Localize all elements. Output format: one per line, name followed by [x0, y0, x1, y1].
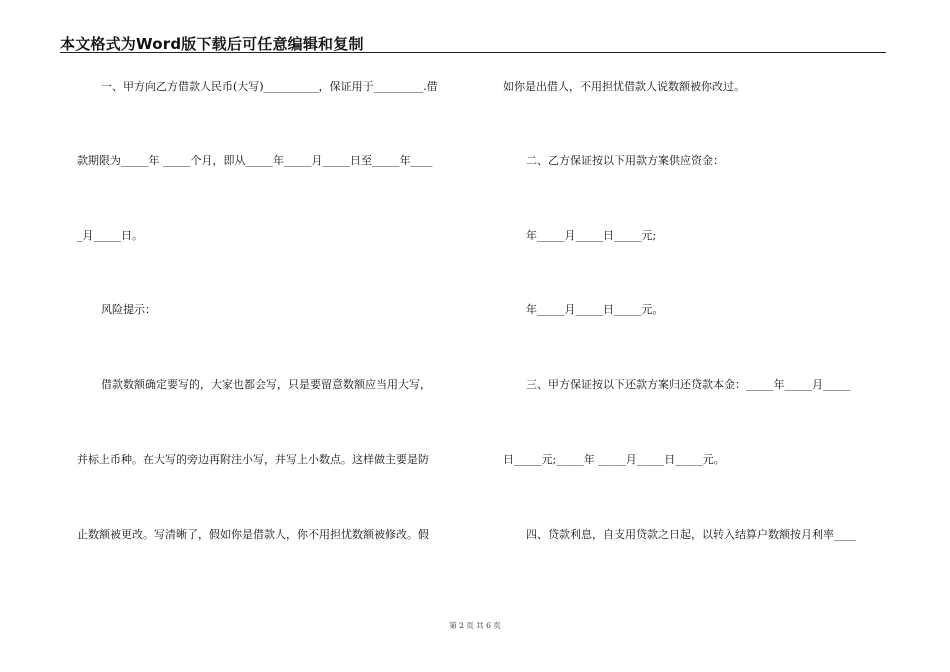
right-line-3: 年_____月_____日_____元; [526, 229, 657, 242]
page-footer: 第 2 页 共 6 页 [449, 621, 501, 630]
left-line-7: 止数额被更改。写清晰了，假如你是借款人，你不用担忧数额被修改。假 [77, 528, 429, 541]
header-rule [60, 52, 886, 53]
right-line-2: 二、乙方保证按以下用款方案供应资金： [526, 154, 724, 167]
right-line-1: 如你是出借人，不用担忧借款人说数额被你改过。 [503, 80, 745, 93]
left-line-2: 款期限为_____年 _____个月，即从_____年_____月_____日至_____年____ [77, 154, 433, 167]
left-line-3: _月_____日。 [77, 229, 143, 242]
page-header: 本文格式为Word版下载后可任意编辑和复制 [60, 35, 364, 53]
right-line-7: 四、贷款利息，自支用贷款之日起，以转入结算户数额按月利率____ [526, 528, 856, 541]
right-line-6: 日_____元;_____年 _____月_____日_____元。 [503, 453, 725, 466]
right-line-5: 三、甲方保证按以下还款方案归还贷款本金：_____年_____月_____ [526, 378, 851, 391]
right-line-4: 年_____月_____日_____元。 [526, 303, 664, 316]
left-line-5: 借款数额确定要写的，大家也都会写，只是要留意数额应当用大写， [101, 378, 431, 391]
left-line-6: 并标上币种。在大写的旁边再附注小写，并写上小数点。这样做主要是防 [77, 453, 429, 466]
left-line-4: 风险提示： [101, 303, 156, 316]
left-line-1: 一、甲方向乙方借款人民币(大写)__________，保证用于_________.借 [101, 80, 438, 93]
